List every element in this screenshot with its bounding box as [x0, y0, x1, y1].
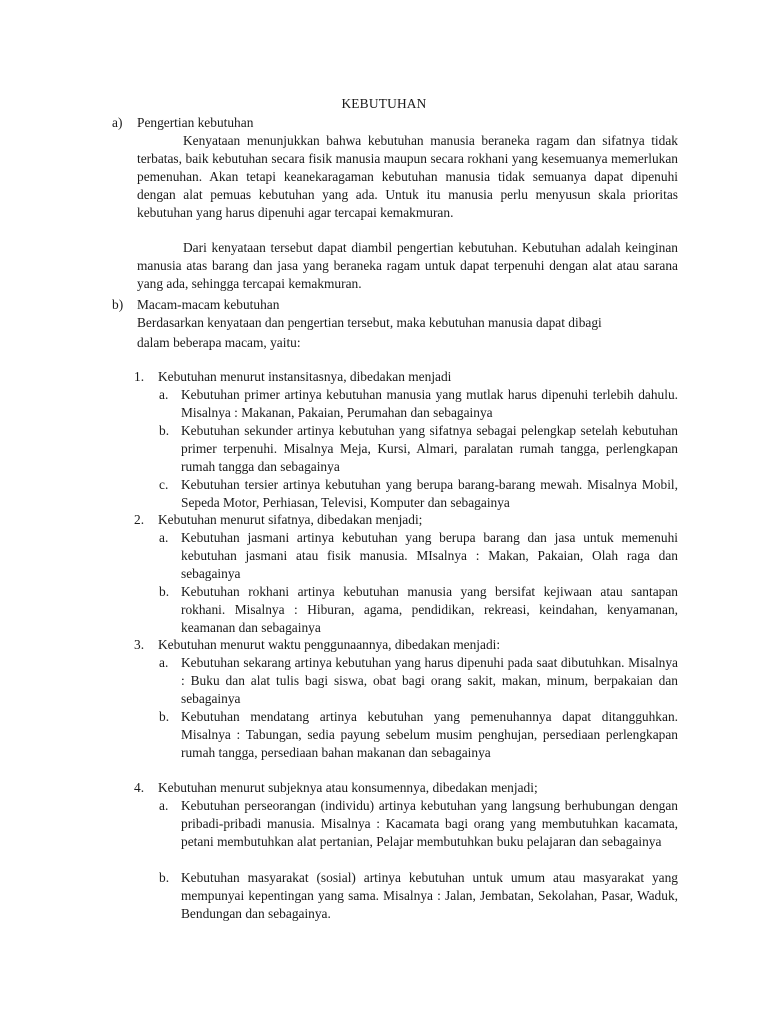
list-item-heading: Kebutuhan menurut subjeknya atau konsumennya, dibedakan menjadi;	[158, 780, 538, 795]
section-b-heading: Macam-macam kebutuhan	[137, 297, 280, 312]
list-item-number: 4.	[134, 780, 145, 795]
section-a-paragraph-1-text: Kenyataan menunjukkan bahwa kebutuhan manusia beraneka ragam dan sifatnya tidak terbatas, baik kebutuhan secara fisik manusia maupun secara rokhani yang kesemuanya memerlukan pemenuhan. Akan tetapi keanekaragaman kebutuhan manusia tidak semuanya dapat dipenuhi dengan alat pemuas kebutuhan yang ada. Untuk itu manusia perlu menyusun skala prioritas kebutuhan yang harus dipenuhi agar tercapai kemakmuran.	[137, 133, 678, 220]
section-b-label: b)	[112, 297, 124, 312]
list-item-number: 3.	[134, 637, 145, 652]
sub-item-letter: a.	[159, 387, 169, 402]
sub-item-letter: a.	[159, 798, 169, 813]
section-b-intro-line-1: Berdasarkan kenyataan dan pengertian tersebut, maka kebutuhan manusia dapat dibagi	[137, 315, 602, 330]
sub-item-text: Kebutuhan perseorangan (individu) artinya kebutuhan yang langsung berhubungan dengan pribadi-pribadi manusia. Misalnya : Kacamata bagi orang yang membutuhkan kacamata, petani membutuhkan alat pertanian, Pelajar membutuhkan buku pelajaran dan sebagainya	[181, 798, 678, 849]
sub-item-text: Kebutuhan masyarakat (sosial) artinya kebutuhan untuk umum atau masyarakat yang mempunyai kepentingan yang sama. Misalnya : Jalan, Jembatan, Sekolahan, Pasar, Waduk, Bendungan dan sebagainya.	[181, 870, 678, 921]
sub-item-text: Kebutuhan primer artinya kebutuhan manusia yang mutlak harus dipenuhi terlebih dahulu. Misalnya : Makanan, Pakaian, Perumahan dan sebagainya	[181, 387, 678, 420]
sub-item-letter: b.	[159, 584, 170, 599]
section-a-paragraph-1	[137, 132, 678, 222]
section-a-label: a)	[112, 115, 123, 130]
sub-item-text: Kebutuhan mendatang artinya kebutuhan yang pemenuhannya dapat ditangguhkan. Misalnya : Tabungan, sedia payung sebelum musim penghujan, persediaan perlengkapan rumah tangga, persediaan bahan makanan dan sebagainya	[181, 709, 678, 760]
sub-item-letter: c.	[159, 477, 169, 492]
sub-item-letter: b.	[159, 870, 170, 885]
sub-item-letter: b.	[159, 709, 170, 724]
sub-item-text: Kebutuhan sekarang artinya kebutuhan yang harus dipenuhi pada saat dibutuhkan. Misalnya : Buku dan alat tulis bagi siswa, obat bagi orang sakit, makan, minum, berpakaian dan sebagainya	[181, 655, 678, 706]
section-a-paragraph-2-text: Dari kenyataan tersebut dapat diambil pengertian kebutuhan. Kebutuhan adalah keinginan manusia atas barang dan jasa yang beraneka ragam untuk dapat terpenuhi dengan alat atau sarana yang ada, sehingga tercapai kemakmuran.	[137, 240, 678, 291]
sub-item-letter: a.	[159, 530, 169, 545]
section-a-paragraph-2	[137, 239, 678, 293]
list-item-heading: Kebutuhan menurut sifatnya, dibedakan menjadi;	[158, 512, 423, 527]
sub-item-text: Kebutuhan sekunder artinya kebutuhan yang sifatnya sebagai pelengkap setelah kebutuhan primer terpenuhi. Misalnya Meja, Kursi, Almari, paralatan rumah tangga, perlengkapan rumah tangga dan sebagainya	[181, 423, 678, 474]
section-b-intro-line-2: dalam beberapa macam, yaitu:	[137, 335, 301, 350]
section-a-heading: Pengertian kebutuhan	[137, 115, 254, 130]
sub-item-letter: b.	[159, 423, 170, 438]
sub-item-text: Kebutuhan tersier artinya kebutuhan yang berupa barang-barang mewah. Misalnya Mobil, Sepeda Motor, Perhiasan, Televisi, Komputer dan sebagainya	[181, 477, 678, 510]
list-item-heading: Kebutuhan menurut waktu penggunaannya, dibedakan menjadi:	[158, 637, 501, 652]
list-item-number: 2.	[134, 512, 145, 527]
document-title: KEBUTUHAN	[341, 96, 427, 111]
list-item-number: 1.	[134, 369, 145, 384]
sub-item-letter: a.	[159, 655, 169, 670]
sub-item-text: Kebutuhan jasmani artinya kebutuhan yang berupa barang dan jasa untuk memenuhi kebutuhan jasmani atau fisik manusia. MIsalnya : Makan, Pakaian, Olah raga dan sebagainya	[181, 530, 678, 581]
list-item-heading: Kebutuhan menurut instansitasnya, dibedakan menjadi	[158, 369, 452, 384]
sub-item-text: Kebutuhan rokhani artinya kebutuhan manusia yang bersifat kejiwaan atau santapan rokhani. Misalnya : Hiburan, agama, pendidikan, rekreasi, keindahan, kenyamanan, keamanan dan sebagainya	[181, 584, 678, 635]
